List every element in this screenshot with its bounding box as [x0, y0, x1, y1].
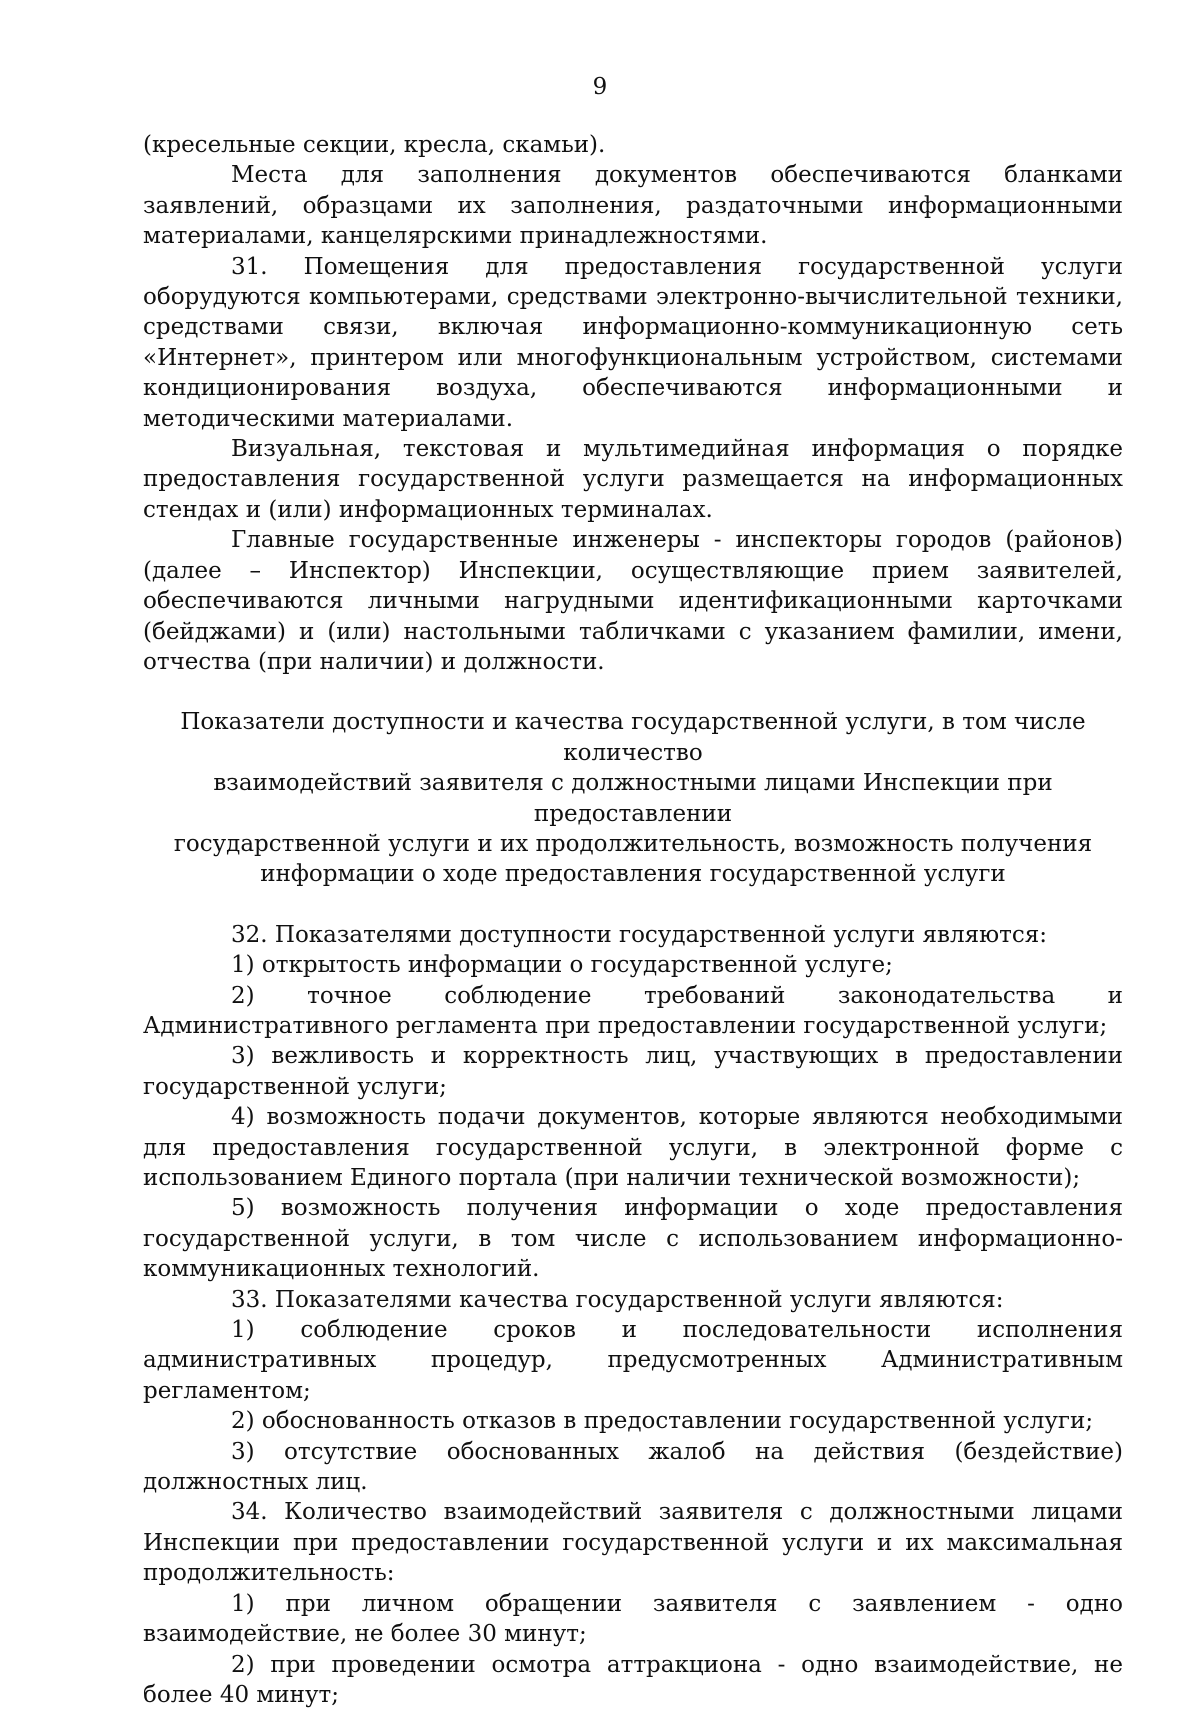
- paragraphs-top: [143, 130, 1123, 677]
- paragraph: 1) открытость информации о государственной услуге;: [143, 950, 1123, 980]
- paragraph: 2) точное соблюдение требований законодательства и Административного регламента при предоставлении государственной услуги;: [143, 981, 1123, 1042]
- heading-line: информации о ходе предоставления государственной услуги: [143, 859, 1123, 889]
- paragraph: 5) возможность получения информации о ходе предоставления государственной услуги, в том числе с использованием информационно-коммуникационных технологий.: [143, 1193, 1123, 1284]
- paragraph: 2) обоснованность отказов в предоставлении государственной услуги;: [143, 1406, 1123, 1436]
- paragraph: 32. Показателями доступности государственной услуги являются:: [143, 920, 1123, 950]
- heading-line: государственной услуги и их продолжительность, возможность получения: [143, 829, 1123, 859]
- paragraph: 33. Показателями качества государственной услуги являются:: [143, 1285, 1123, 1315]
- paragraph: 34. Количество взаимодействий заявителя с должностными лицами Инспекции при предоставлении государственной услуги и их максимальная продолжительность:: [143, 1497, 1123, 1588]
- paragraphs-bottom: [143, 920, 1123, 1710]
- paragraph: 1) при личном обращении заявителя с заявлением - одно взаимодействие, не более 30 минут;: [143, 1589, 1123, 1650]
- paragraph: 3) вежливость и корректность лиц, участвующих в предоставлении государственной услуги;: [143, 1041, 1123, 1102]
- paragraph: 3) отсутствие обоснованных жалоб на действия (бездействие) должностных лиц.: [143, 1437, 1123, 1498]
- paragraph: 31. Помещения для предоставления государственной услуги оборудуются компьютерами, средствами электронно-вычислительной техники, средствами связи, включая информационно-коммуникационную сеть «Интернет», принтером или многофункциональным устройством, системами кондиционирования воздуха, обеспечиваются информационными и методическими материалами.: [143, 252, 1123, 434]
- document-body: [143, 130, 1123, 1710]
- section-heading: [143, 707, 1123, 889]
- paragraph: Места для заполнения документов обеспечиваются бланками заявлений, образцами их заполнения, раздаточными информационными материалами, канцелярскими принадлежностями.: [143, 160, 1123, 251]
- paragraph: 2) при проведении осмотра аттракциона - одно взаимодействие, не более 40 минут;: [143, 1650, 1123, 1710]
- paragraph: Главные государственные инженеры - инспекторы городов (районов) (далее – Инспектор) Инспекции, осуществляющие прием заявителей, обеспечиваются личными нагрудными идентификационными карточками (бейджами) и (или) настольными табличками с указанием фамилии, имени, отчества (при наличии) и должности.: [143, 525, 1123, 677]
- paragraph: 4) возможность подачи документов, которые являются необходимыми для предоставления государственной услуги, в электронной форме с использованием Единого портала (при наличии технической возможности);: [143, 1102, 1123, 1193]
- paragraph: Визуальная, текстовая и мультимедийная информация о порядке предоставления государственной услуги размещается на информационных стендах и (или) информационных терминалах.: [143, 434, 1123, 525]
- page-number: 9: [0, 72, 1200, 102]
- paragraph: (кресельные секции, кресла, скамьи).: [143, 130, 1123, 160]
- heading-line: Показатели доступности и качества государственной услуги, в том числе количество: [143, 707, 1123, 768]
- heading-line: взаимодействий заявителя с должностными лицами Инспекции при предоставлении: [143, 768, 1123, 829]
- paragraph: 1) соблюдение сроков и последовательности исполнения административных процедур, предусмотренных Административным регламентом;: [143, 1315, 1123, 1406]
